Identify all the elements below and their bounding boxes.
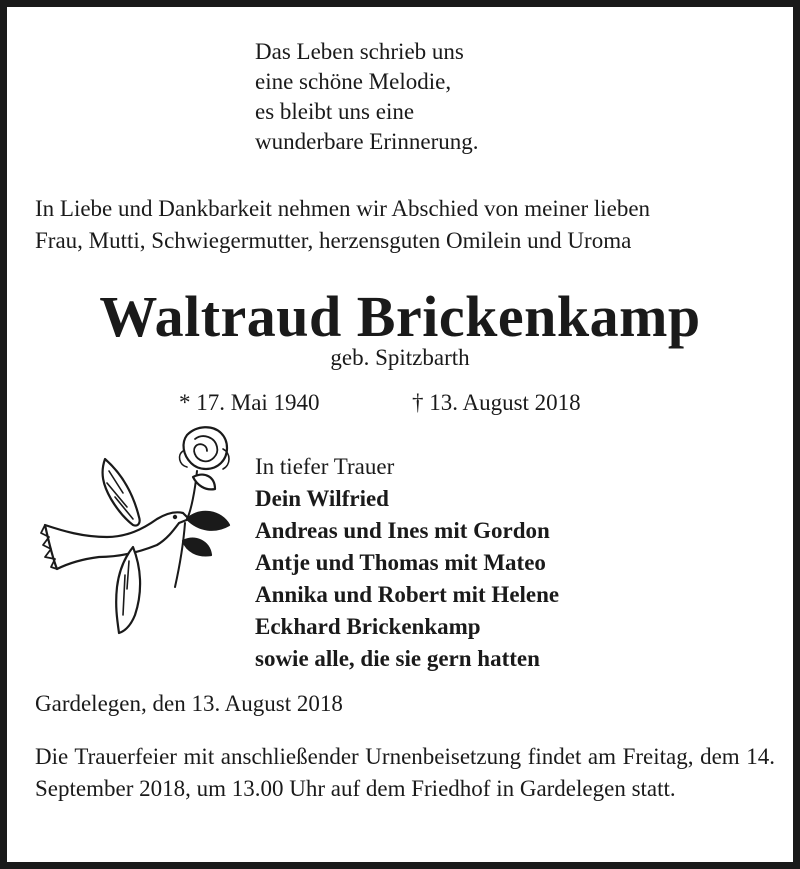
intro-line: Frau, Mutti, Schwiegermutter, herzensguten Omilein und Uroma — [35, 228, 632, 253]
mourners-intro: In tiefer Trauer — [255, 454, 395, 479]
mourner-name: Andreas und Ines mit Gordon — [255, 518, 550, 543]
funeral-service-info: Die Trauerfeier mit anschließender Urnenbeisetzung findet am Freitag, dem 14. September 2018, um 13.00 Uhr auf dem Friedhof in Gardelegen statt. — [35, 744, 775, 801]
mourner-name: Eckhard Brickenkamp — [255, 614, 481, 639]
verse-line: es bleibt uns eine — [255, 99, 415, 124]
verse-line: eine schöne Melodie, — [255, 69, 452, 94]
verse-line: Das Leben schrieb uns — [255, 39, 464, 64]
place-date: Gardelegen, den 13. August 2018 — [35, 691, 343, 716]
intro-text — [35, 193, 650, 257]
intro-line: In Liebe und Dankbarkeit nehmen wir Abschied von meiner lieben — [35, 196, 651, 221]
mourner-name: sowie alle, die sie gern hatten — [255, 646, 540, 671]
mourner-name: Antje und Thomas mit Mateo — [255, 550, 546, 575]
verse-line: wunderbare Erinnerung. — [255, 129, 479, 154]
death-date: † 13. August 2018 — [412, 390, 581, 415]
mourner-name: Annika und Robert mit Helene — [255, 582, 560, 607]
birth-date: * 17. Mai 1940 — [179, 390, 320, 415]
verse — [255, 37, 479, 157]
maiden-name: geb. Spitzbarth — [330, 345, 470, 370]
dove-with-rose-icon — [37, 419, 252, 647]
mourners — [255, 451, 559, 675]
deceased-name: Waltraud Brickenkamp — [99, 284, 701, 349]
mourner-name: Dein Wilfried — [255, 486, 389, 511]
